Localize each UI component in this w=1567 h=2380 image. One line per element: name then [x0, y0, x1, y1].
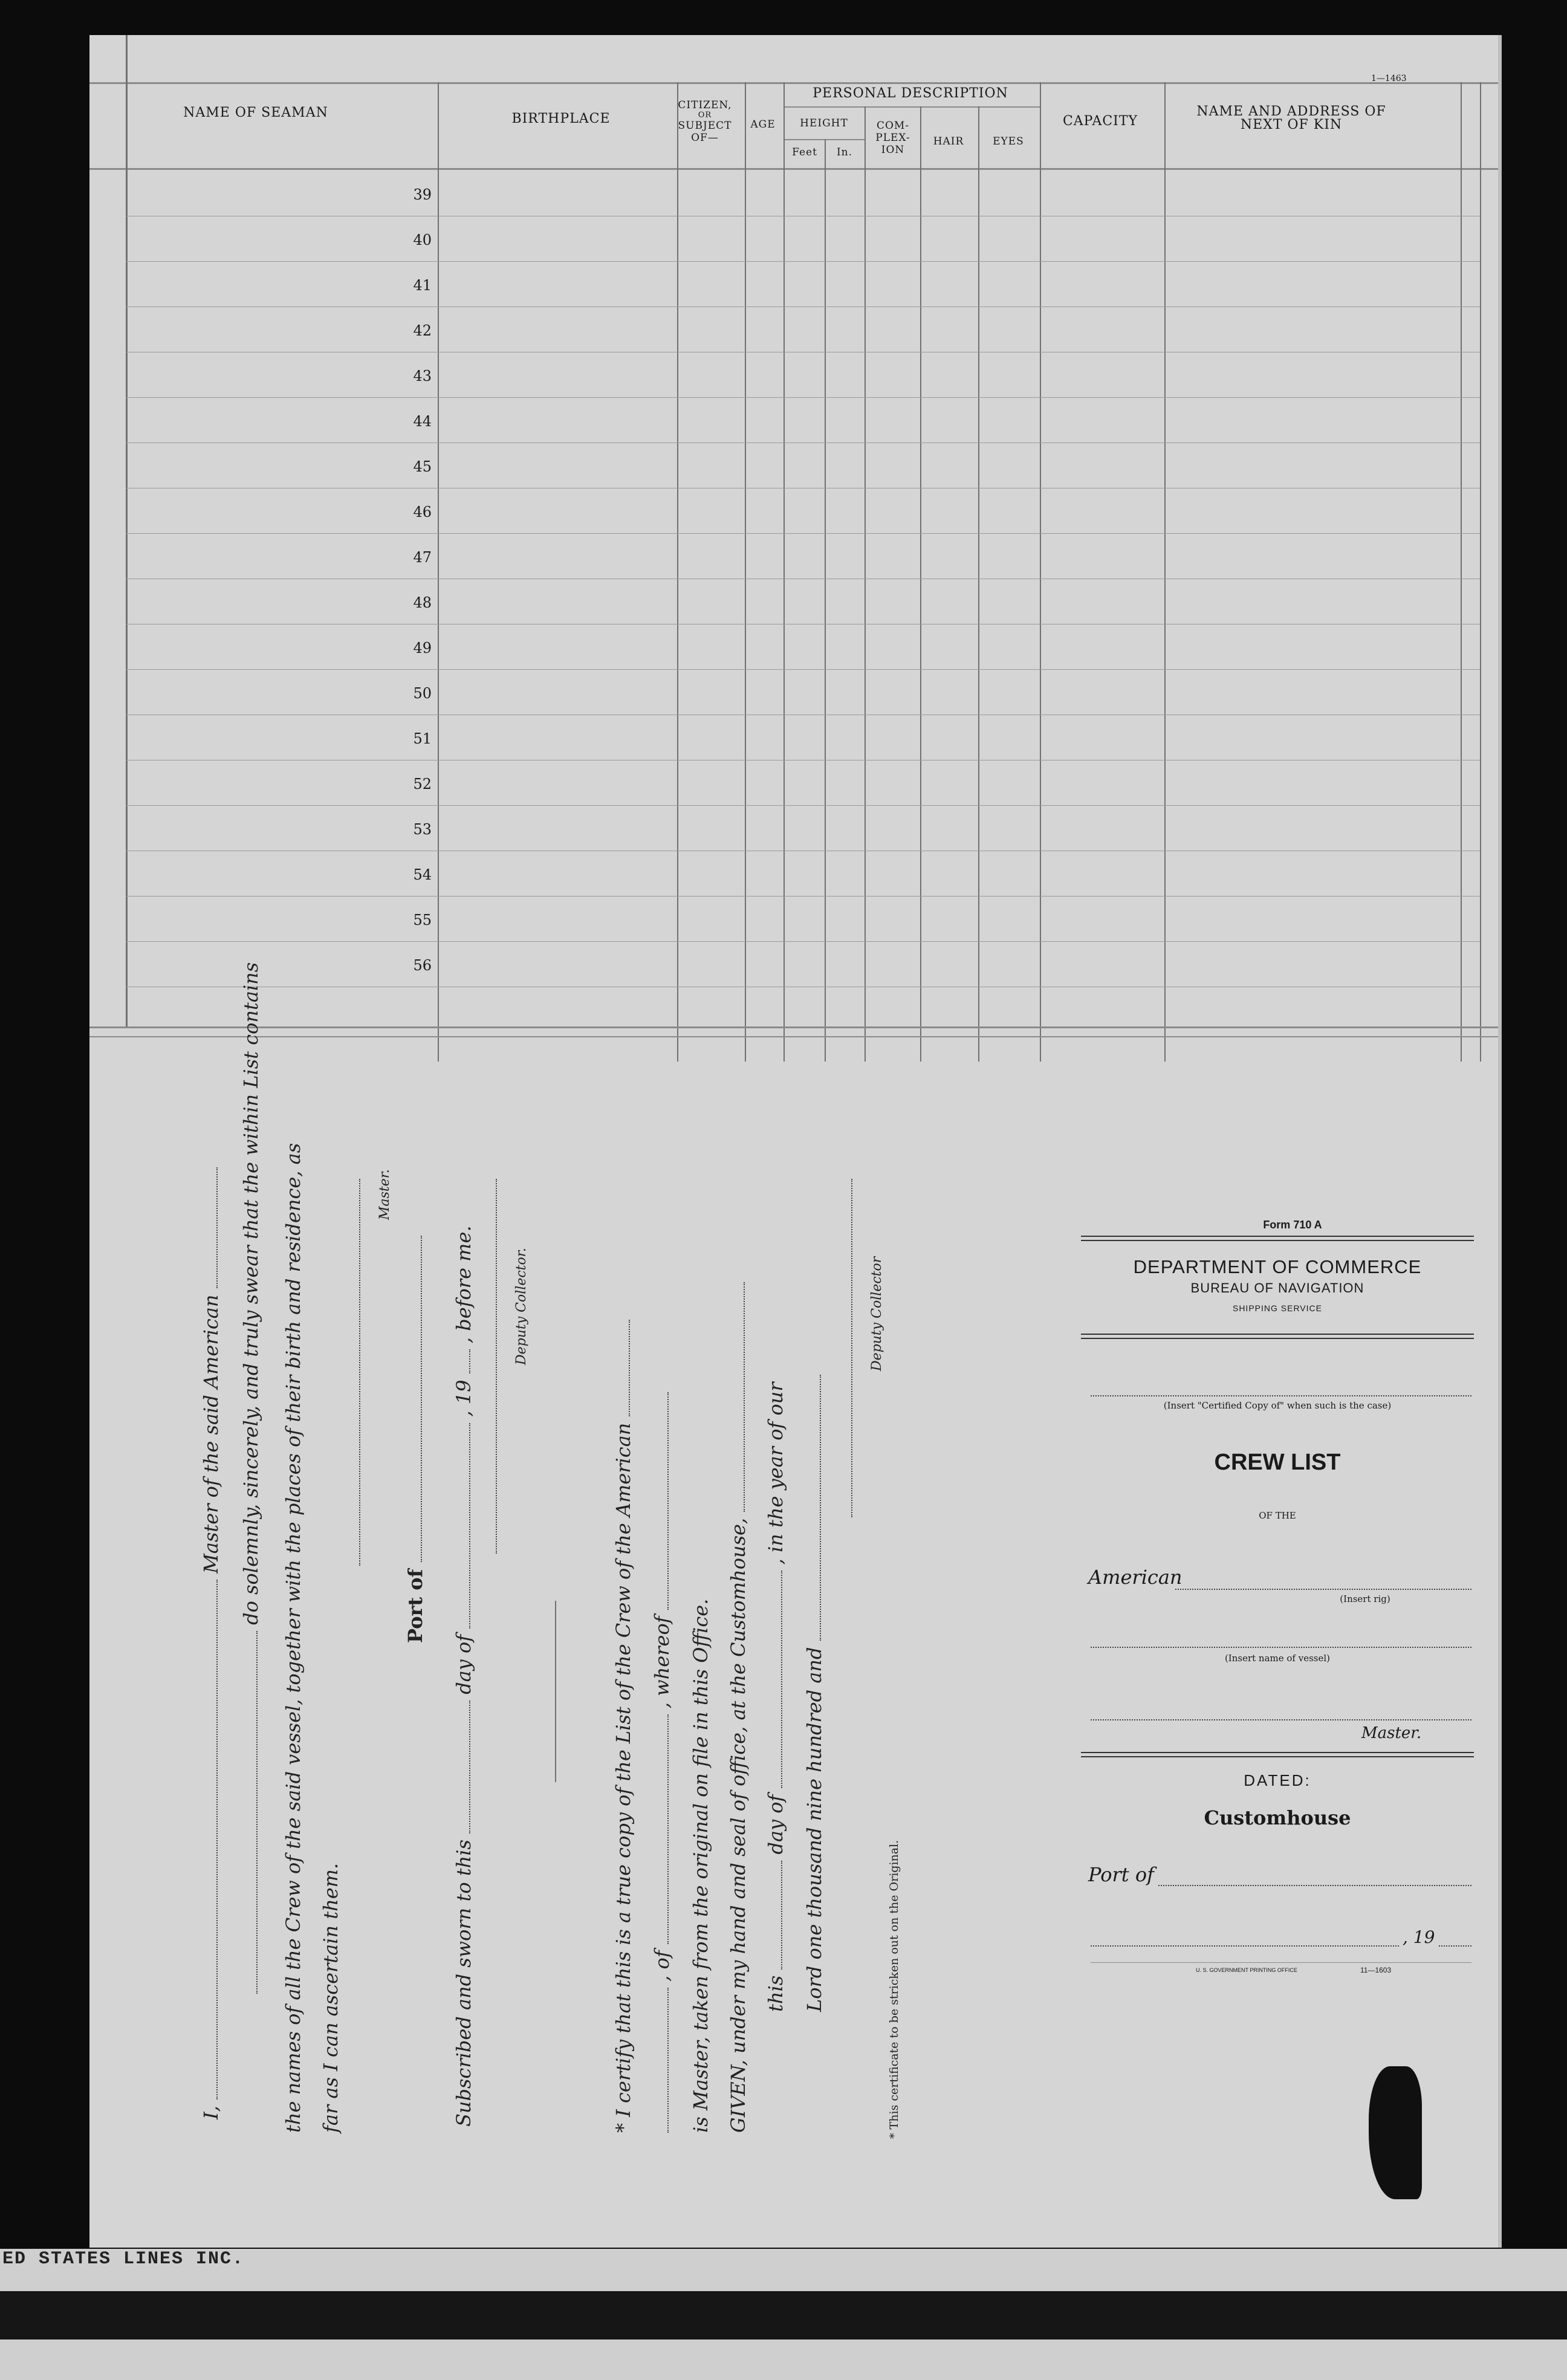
header-citizen: CITIZEN, OR SUBJECT OF— [678, 99, 732, 144]
cover-dated: DATED: [1244, 1771, 1311, 1789]
oath-line-4: far as I can ascertain them. [319, 1863, 342, 2133]
header-personal-description: PERSONAL DESCRIPTION [813, 86, 1008, 101]
cover-printer-code: 11—1603 [1360, 1966, 1392, 1974]
oath-deputy-collector: Deputy Collector. [514, 1248, 529, 1365]
header-name-of-seaman: NAME OF SEAMAN [183, 105, 328, 120]
row-number: 50 [413, 685, 432, 702]
oath-line-3: the names of all the Crew of the said vessel, together with the places of their birth and residence, as [282, 1143, 305, 2133]
row-number: 40 [413, 232, 432, 248]
cover-department: DEPARTMENT OF COMMERCE [1133, 1256, 1422, 1277]
oath-port-of: Port of [404, 1236, 427, 1643]
divider-short [555, 1601, 556, 1782]
cover-insert-rig: (Insert rig) [1340, 1594, 1390, 1604]
row-number: 55 [413, 912, 432, 929]
row-number: 53 [413, 821, 432, 838]
table-row [126, 896, 1480, 897]
torn-corner [1369, 2066, 1422, 2199]
certificate-footnote: * This certificate to be stricken out on the Original. [887, 1840, 901, 2139]
table-row [126, 306, 1480, 307]
cover-customhouse: Customhouse [1204, 1806, 1351, 1829]
certificate-this-day: this day of , in the year of our [764, 1382, 787, 2012]
row-number: 51 [413, 730, 432, 747]
bottom-strip-lower [0, 2339, 1567, 2380]
header-capacity: CAPACITY [1062, 114, 1138, 129]
bottom-strip-text: ED STATES LINES INC. [2, 2249, 245, 2269]
row-number: 42 [413, 322, 432, 339]
cover-insert-certified: (Insert "Certified Copy of" when such is the case) [1163, 1400, 1392, 1411]
cover-form-number: Form 710 A [1263, 1219, 1322, 1231]
cover-master-label: Master. [1361, 1724, 1422, 1742]
header-hair: HAIR [933, 135, 964, 148]
row-number: 44 [413, 413, 432, 430]
header-complexion: COM- PLEX- ION [875, 120, 910, 156]
table-row [126, 941, 1480, 942]
oath-master-label: Master. [377, 1169, 392, 1220]
cover-port-of: Port of [1088, 1863, 1154, 1886]
row-number: 45 [413, 458, 432, 475]
cover-bureau: BUREAU OF NAVIGATION [1190, 1280, 1364, 1295]
header-age: AGE [750, 118, 776, 131]
oath-subscribed: Subscribed and sworn to this day of , 19 , before me. [452, 1225, 475, 2127]
table-row [126, 533, 1480, 534]
certificate-lord: Lord one thousand nine hundred and [803, 1375, 826, 2012]
row-number: 41 [413, 277, 432, 294]
oath-line-2: do solemnly, sincerely, and truly swear that the within List contains [239, 962, 262, 1994]
table-row [126, 805, 1480, 806]
row-number: 47 [413, 549, 432, 566]
cover-service: SHIPPING SERVICE [1232, 1303, 1322, 1313]
header-feet: Feet [792, 146, 817, 158]
certificate-of-whereof: , of , whereof [650, 1392, 673, 2133]
row-number: 56 [413, 957, 432, 974]
form-number-top: 1—1463 [1371, 74, 1407, 83]
certificate-line-3: GIVEN, under my hand and seal of office, at the Customhouse, [727, 1282, 750, 2133]
certificate-line-1: * I certify that this is a true copy of the List of the Crew of the American [612, 1320, 635, 2133]
cover-crew-list-title: CREW LIST [1214, 1450, 1341, 1475]
header-next-of-kin: NAME AND ADDRESS OF NEXT OF KIN [1196, 104, 1386, 132]
header-height: HEIGHT [800, 117, 848, 129]
header-birthplace: BIRTHPLACE [511, 111, 611, 126]
row-number: 48 [413, 594, 432, 611]
dark-band [0, 2291, 1567, 2339]
row-number: 49 [413, 640, 432, 657]
table-row [126, 397, 1480, 398]
table-row [126, 669, 1480, 670]
cover-of-the: OF THE [1259, 1510, 1296, 1521]
crew-list-page [89, 35, 1502, 2248]
header-inches: In. [836, 146, 853, 158]
row-number: 52 [413, 776, 432, 793]
oath-line-1: I, Master of the said American [200, 1167, 222, 2119]
row-number: 46 [413, 504, 432, 520]
cover-insert-name: (Insert name of vessel) [1224, 1653, 1331, 1664]
cover-american-line: American [1088, 1566, 1183, 1589]
cover-printer: U. S. GOVERNMENT PRINTING OFFICE [1196, 1967, 1297, 1973]
row-number: 39 [413, 186, 432, 203]
certificate-line-2: is Master, taken from the original on file in this Office. [689, 1598, 712, 2133]
row-number: 54 [413, 866, 432, 883]
certificate-deputy-collector: Deputy Collector [869, 1256, 884, 1371]
header-eyes: EYES [993, 135, 1024, 148]
row-number: 43 [413, 368, 432, 384]
table-row [126, 261, 1480, 262]
cover-nineteen: , 19 [1403, 1927, 1435, 1947]
